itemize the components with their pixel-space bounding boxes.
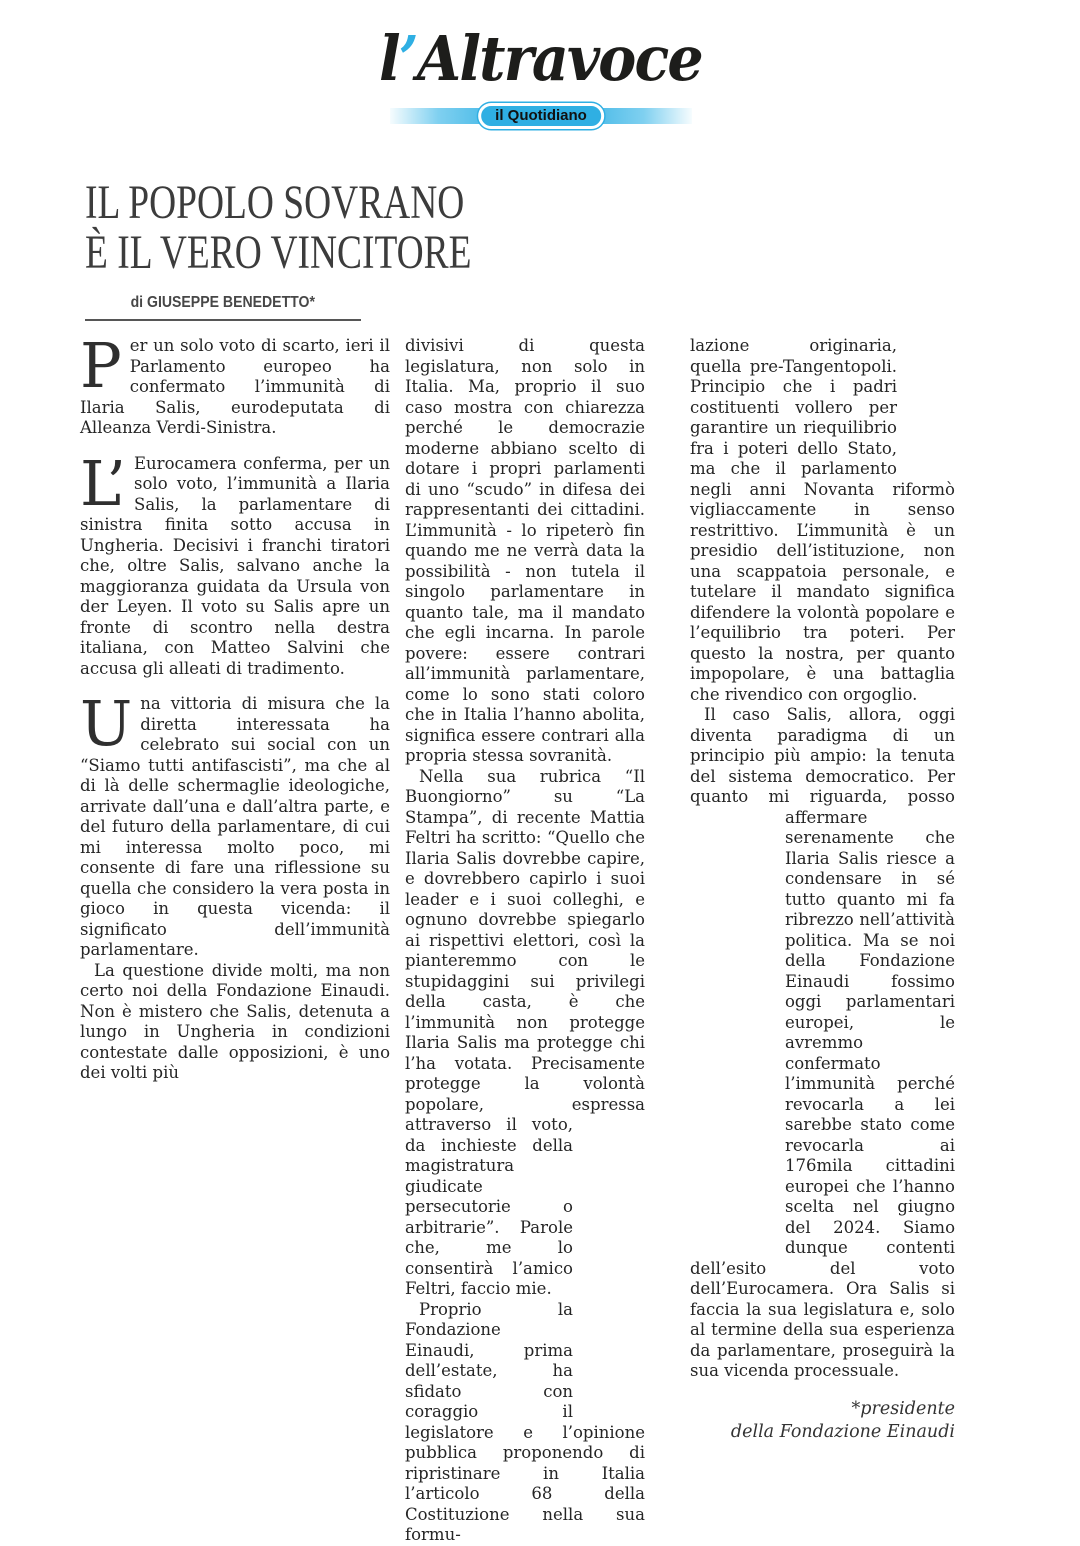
paragraph-text: Il caso Salis, allora, oggi diventa paradigma di un principio più ampio: la tenuta del sistema democratico. Per quanto mi riguarda, posso affermare [690, 705, 955, 827]
byline-author: di GIUSEPPE BENEDETTO* [130, 294, 316, 311]
headline-line-1: IL POPOLO SOVRANO [85, 176, 465, 229]
edition-badge: il Quotidiano [478, 103, 604, 129]
masthead-bar [390, 108, 692, 124]
newspaper-logo [378, 22, 702, 95]
paragraph-text: il voto, da inchieste della magistratura giudicate persecutorie o arbitrarie”. Parole che, me lo consentirà l’amico Feltri, faccio mie. [405, 1115, 573, 1298]
paragraph [80, 446, 390, 680]
text-wrap-spacer [897, 336, 955, 462]
paragraph-text: na vittoria di misura che la diretta interessata ha celebrato sui social con un “Siamo tutti antifascisti”, ma che al di là delle schermaglie ideologiche, arrivate dall’una e dall’altra parte, e del futuro della parlamentare, di cui mi interessa molto poco, mi consente di fare una riflessione su quella che considero la vera posta in gioco in questa vicenda: il significato dell’immunità parlamentare. [80, 694, 390, 959]
paragraph [405, 767, 645, 1300]
headline-line-2: È IL VERO VINCITORE [85, 226, 472, 279]
dropcap-u: U [80, 687, 133, 760]
masthead [0, 22, 1080, 124]
paragraph [80, 329, 390, 439]
byline [85, 292, 361, 321]
paragraph [690, 705, 955, 1382]
paragraph [690, 336, 955, 705]
signature-title: *presidente [851, 1398, 955, 1419]
paragraph [80, 687, 390, 961]
paragraph-text: serenamente che Ilaria Salis riesce a condensare in sé tutto quanto mi fa ribrezzo nell’attività politica. Ma se noi della Fondazione Einaudi fossimo oggi parlamentari europei, le avremmo confermato l’immunità perché revocarla a lei sarebbe stato come revocarla ai 176mila cittadini europei che l’hanno scelta nel giugno del 2024. Siamo dunque contenti dell’esito del voto dell’Eurocamera. Ora Salis si faccia la sua legislatura e, [690, 828, 955, 1319]
text-wrap-spacer [690, 808, 785, 1244]
logo-apostrophe: ’ [398, 22, 417, 95]
column-1 [80, 329, 390, 1084]
paragraph: divisivi di questa legislatura, non solo in Italia. Ma, proprio il suo caso mostra con chiarezza perché le democrazie moderne abbiano scelto di dotare i propri parlamenti di uno “scudo” in difesa dei rappresentanti dei cittadini. L’immunità - lo ripeterò fin quando me ne verrà data la possibilità - non tutela il singolo parlamentare in quanto tale, ma il mandato che egli incarna. In parole povere: essere contrari all’immunità parlamentare, come lo sono stati coloro che in Italia l’hanno abolita, significa essere contrari alla propria stessa sovranità. [405, 336, 645, 765]
logo-letter: l [378, 22, 399, 95]
author-signature [690, 1398, 955, 1444]
paragraph-text: lazione originaria, quella pre-Tangentopoli. Principio che i padri costituenti vollero per garantire un riequilibrio fra i poteri dello Stato, ma che il parlamento negli anni Novanta riformò vigliaccamente in senso restrittivo. L’immunità è un presidio dell’istituzione, non una scappatoia personale, e tutelare il mandato significa difendere la volontà popolare e l’equilibrio tra poteri. Per questo la nostra, per quanto impopolare, è una battaglia che rivendico con orgoglio. [690, 336, 955, 704]
article-body [80, 329, 960, 1546]
paragraph: Proprio la Fondazione Einaudi, prima dell’estate, ha sfidato con coraggio il legislatore e l’opinione pubblica proponendo di ripristinare in Italia l’articolo 68 della Costituzione nella sua formu- [405, 1299, 645, 1544]
text-wrap-spacer [573, 1115, 645, 1417]
paragraph-text: Nella sua rubrica “Il Buongiorno” su “La Stampa”, di recente Mattia Feltri ha scritto: “Quello che Ilaria Salis dovrebbe capire, e dovrebbero capirlo i suoi leader e i suoi colleghi, e ognuno dovrebbe spiegarlo ai rispettivi elettori, così la pianteremmo con le stupidaggini sui privilegi della casta, è che l’immunità non protegge Ilaria Salis ma protegge chi l’ha votata. Precisamente protegge la volontà popolare, espressa attraverso [405, 766, 645, 1134]
logo-name: Altravoce [416, 22, 702, 95]
column-2 [405, 336, 645, 1546]
paragraph-text: Eurocamera conferma, per un solo voto, l’immunità a Ilaria Salis, la parlamentare di sinistra finita sotto accusa in Ungheria. Decisivi i franchi tiratori che, oltre Salis, salvano anche la maggioranza guidata da Ursula von der Leyen. Il voto su Salis apre un fronte di scontro nella destra italiana, con Matteo Salvini che accusa gli alleati di tradimento. [80, 453, 390, 678]
dropcap-p: P [80, 329, 122, 402]
column-3 [690, 336, 955, 1444]
article-headline [85, 178, 581, 278]
paragraph-text: solo al termine della sua esperienza da parlamentare, proseguirà la sua vicenda processuale. [690, 1299, 955, 1380]
dropcap-l: L’ [80, 446, 127, 520]
signature-org: della Fondazione Einaudi [730, 1421, 955, 1442]
paragraph: La questione divide molti, ma non certo noi della Fondazione Einaudi. Non è mistero che Salis, detenuta a lungo in Ungheria in condizioni contestate dalle opposizioni, è uno dei volti più [80, 960, 390, 1082]
paragraph-text: er un solo voto di scarto, ieri il Parlamento europeo ha confermato l’immunità di Ilaria Salis, eurodeputata di Alleanza Verdi-Sinistra. [80, 336, 390, 437]
